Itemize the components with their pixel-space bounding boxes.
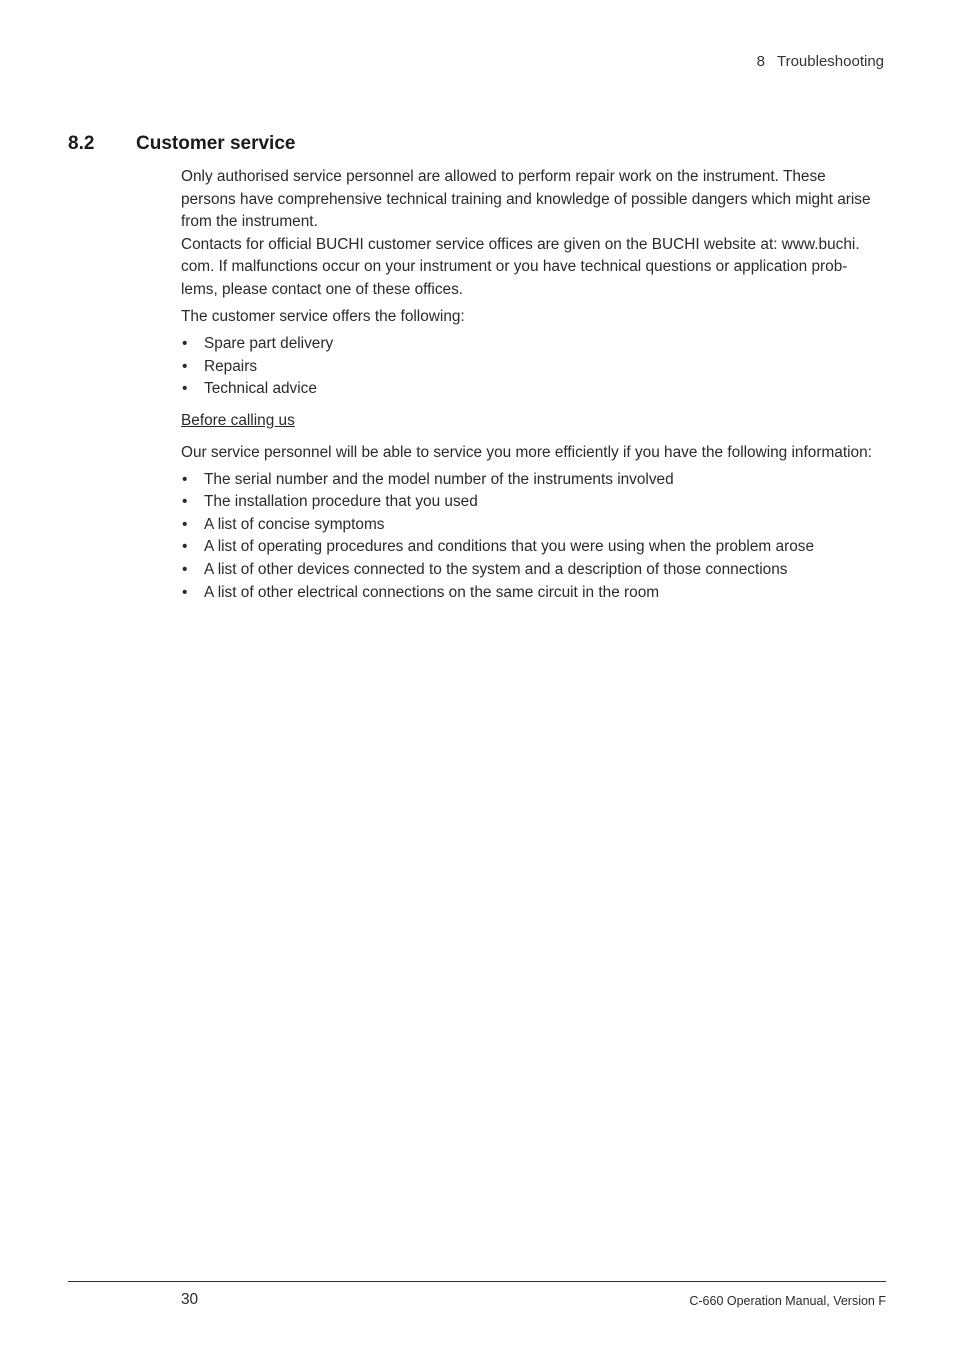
text-line: from the instrument. — [181, 213, 318, 231]
bullet-icon: • — [182, 538, 188, 556]
before-calling-intro: Our service personnel will be able to service you more efficiently if you have the following information: — [181, 443, 872, 461]
document-title: C-660 Operation Manual, Version F — [689, 1294, 886, 1308]
list-item — [181, 333, 886, 356]
section-number: 8.2 — [68, 133, 95, 154]
text-line: persons have comprehensive technical training and knowledge of possible dangers which might arise — [181, 190, 871, 208]
services-intro: The customer service offers the following: — [181, 308, 465, 326]
text-line: com. If malfunctions occur on your instrument or you have technical questions or application prob- — [181, 258, 848, 276]
information-list — [181, 469, 886, 605]
list-item — [181, 491, 886, 514]
chapter-title: Troubleshooting — [776, 53, 884, 70]
text-line: Contacts for official BUCHI customer service offices are given on the BUCHI website at: www.buchi. — [181, 235, 860, 253]
before-calling-heading: Before calling us — [181, 411, 295, 429]
bullet-icon: • — [182, 583, 188, 601]
bullet-icon: • — [182, 470, 188, 488]
list-item — [181, 559, 886, 582]
section-title: Customer service — [136, 133, 296, 154]
list-item-text: Spare part delivery — [204, 335, 334, 353]
list-item-text: The serial number and the model number of the instruments involved — [204, 470, 674, 488]
list-item-text: A list of other devices connected to the system and a description of those connections — [204, 561, 788, 578]
running-header — [757, 53, 884, 70]
chapter-number: 8 — [756, 53, 765, 70]
section-body — [181, 166, 886, 604]
list-item — [181, 378, 886, 401]
paragraph-contacts — [181, 234, 886, 302]
list-item — [181, 514, 886, 537]
list-item — [181, 469, 886, 492]
list-item-text: A list of operating procedures and conditions that you were using when the problem arose — [204, 538, 815, 556]
footer-divider — [68, 1281, 886, 1282]
bullet-icon: • — [182, 515, 188, 533]
list-item — [181, 536, 886, 559]
page-number: 30 — [181, 1291, 199, 1308]
paragraph-authorised-personnel — [181, 166, 886, 234]
bullet-icon: • — [182, 357, 188, 375]
text-line: Only authorised service personnel are allowed to perform repair work on the instrument. These — [181, 168, 826, 185]
bullet-icon: • — [182, 561, 188, 578]
services-list — [181, 333, 886, 401]
bullet-icon: • — [182, 380, 188, 398]
list-item — [181, 356, 886, 379]
list-item-text: The installation procedure that you used — [204, 493, 478, 511]
list-item-text: A list of concise symptoms — [204, 515, 385, 533]
list-item-text: Technical advice — [204, 380, 317, 398]
bullet-icon: • — [182, 493, 188, 511]
bullet-icon: • — [182, 335, 188, 353]
text-line: lems, please contact one of these offices. — [181, 280, 464, 298]
list-item — [181, 582, 886, 605]
list-item-text: Repairs — [204, 357, 258, 375]
section-heading — [68, 133, 295, 155]
list-item-text: A list of other electrical connections on the same circuit in the room — [204, 583, 660, 601]
